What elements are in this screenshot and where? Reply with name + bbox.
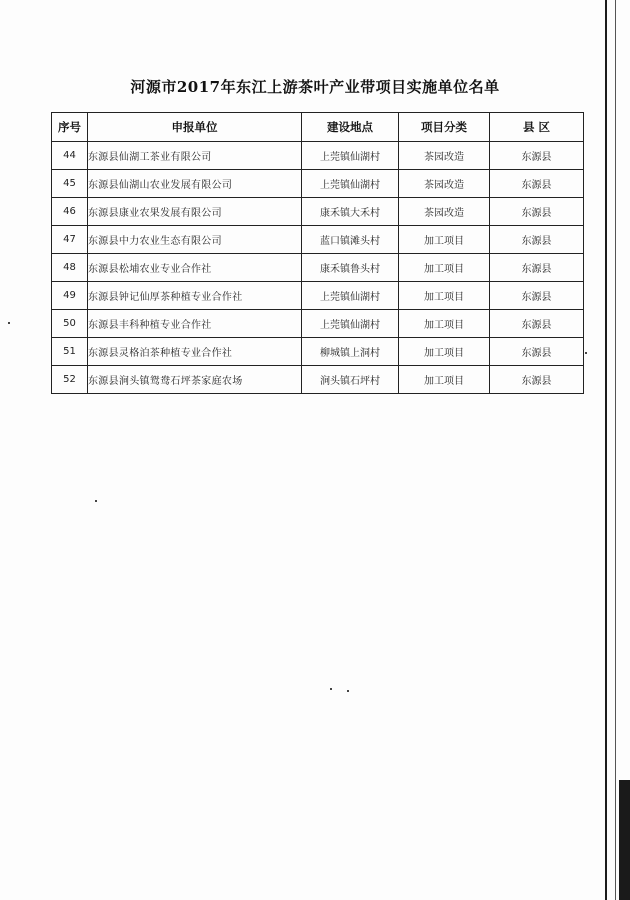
- header-unit: 申报单位: [88, 113, 302, 142]
- row-index: 49: [52, 282, 88, 310]
- table-row: [52, 254, 584, 282]
- scan-edge-line-thin: [615, 0, 616, 900]
- document-title: 河源市2017年东江上游茶叶产业带项目实施单位名单: [130, 78, 500, 96]
- row-index: 50: [52, 310, 88, 338]
- row-index: 51: [52, 338, 88, 366]
- row-category: 加工项目: [399, 366, 490, 394]
- row-site: 蓝口镇滩头村: [302, 226, 399, 254]
- row-index: 48: [52, 254, 88, 282]
- scan-speck: [585, 352, 587, 354]
- table-header-row: [52, 113, 584, 142]
- scan-edge-line: [605, 0, 607, 900]
- scan-speck: [330, 688, 332, 690]
- row-category: 加工项目: [399, 282, 490, 310]
- row-site: 上莞镇仙湖村: [302, 310, 399, 338]
- row-category: 茶园改造: [399, 198, 490, 226]
- table-row: [52, 198, 584, 226]
- row-unit: 东源县仙湖山农业发展有限公司: [88, 170, 302, 198]
- table-row: [52, 282, 584, 310]
- row-unit: 东源县中力农业生态有限公司: [88, 226, 302, 254]
- row-county: 东源县: [490, 142, 584, 170]
- row-site: 上莞镇仙湖村: [302, 170, 399, 198]
- row-county: 东源县: [490, 282, 584, 310]
- row-county: 东源县: [490, 366, 584, 394]
- table-row: [52, 338, 584, 366]
- row-site: 康禾镇鲁头村: [302, 254, 399, 282]
- row-category: 加工项目: [399, 338, 490, 366]
- table-row: [52, 170, 584, 198]
- row-index: 44: [52, 142, 88, 170]
- row-site: 上莞镇仙湖村: [302, 282, 399, 310]
- scan-edge-shadow: [619, 780, 630, 900]
- row-unit: 东源县丰科种植专业合作社: [88, 310, 302, 338]
- table-row: [52, 366, 584, 394]
- table-row: [52, 142, 584, 170]
- table-row: [52, 310, 584, 338]
- row-site: 涧头镇石坪村: [302, 366, 399, 394]
- row-index: 46: [52, 198, 88, 226]
- row-index: 47: [52, 226, 88, 254]
- scan-speck: [347, 690, 349, 692]
- row-category: 茶园改造: [399, 142, 490, 170]
- header-index: 序号: [52, 113, 88, 142]
- table-row: [52, 226, 584, 254]
- row-index: 45: [52, 170, 88, 198]
- header-category: 项目分类: [399, 113, 490, 142]
- row-category: 加工项目: [399, 226, 490, 254]
- row-unit: 东源县仙湖工茶业有限公司: [88, 142, 302, 170]
- row-county: 东源县: [490, 338, 584, 366]
- row-site: 上莞镇仙湖村: [302, 142, 399, 170]
- row-category: 茶园改造: [399, 170, 490, 198]
- row-county: 东源县: [490, 310, 584, 338]
- row-unit: 东源县松埔农业专业合作社: [88, 254, 302, 282]
- row-unit: 东源县灵格泊茶种植专业合作社: [88, 338, 302, 366]
- implementation-units-table: [51, 112, 584, 394]
- row-county: 东源县: [490, 226, 584, 254]
- row-category: 加工项目: [399, 254, 490, 282]
- row-unit: 东源县钟记仙厚茶种植专业合作社: [88, 282, 302, 310]
- row-county: 东源县: [490, 170, 584, 198]
- scan-speck: [8, 322, 10, 324]
- row-category: 加工项目: [399, 310, 490, 338]
- row-unit: 东源县涧头镇鸳鸯石坪茶家庭农场: [88, 366, 302, 394]
- scan-speck: [95, 500, 97, 502]
- row-site: 柳城镇上洞村: [302, 338, 399, 366]
- header-site: 建设地点: [302, 113, 399, 142]
- row-county: 东源县: [490, 254, 584, 282]
- row-unit: 东源县康业农果发展有限公司: [88, 198, 302, 226]
- row-site: 康禾镇大禾村: [302, 198, 399, 226]
- row-index: 52: [52, 366, 88, 394]
- header-county: 县 区: [490, 113, 584, 142]
- row-county: 东源县: [490, 198, 584, 226]
